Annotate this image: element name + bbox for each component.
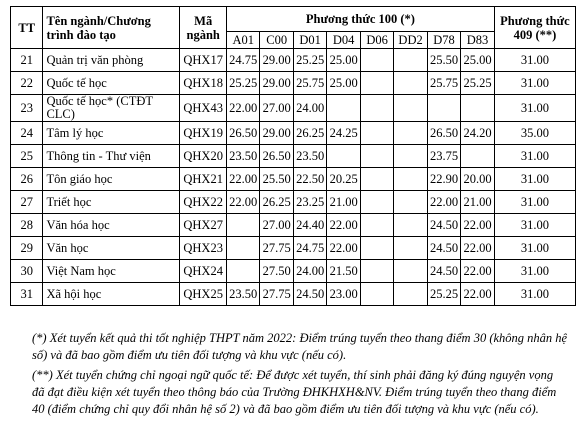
score-d01: 25.75 — [293, 72, 326, 95]
subheader-c00: C00 — [260, 32, 293, 49]
score-c00: 27.75 — [260, 283, 293, 306]
score-d06 — [360, 260, 393, 283]
score-dd2 — [394, 145, 427, 168]
score-d01: 23.50 — [293, 145, 326, 168]
score-d01: 22.50 — [293, 168, 326, 191]
score-d78: 25.25 — [427, 283, 460, 306]
program-code: QHX20 — [180, 145, 227, 168]
row-number: 28 — [11, 214, 43, 237]
score-a01 — [227, 237, 260, 260]
row-number: 24 — [11, 122, 43, 145]
table-row — [11, 145, 576, 168]
table-body — [11, 49, 576, 306]
score-a01: 23.50 — [227, 283, 260, 306]
score-c00: 29.00 — [260, 49, 293, 72]
score-d06 — [360, 49, 393, 72]
program-name: Tâm lý học — [43, 122, 180, 145]
subheader-d06: D06 — [360, 32, 393, 49]
score-c00: 26.25 — [260, 191, 293, 214]
table-row — [11, 260, 576, 283]
score-dd2 — [394, 191, 427, 214]
score-c00: 27.00 — [260, 214, 293, 237]
score-d83: 20.00 — [461, 168, 495, 191]
table-row — [11, 283, 576, 306]
score-a01: 22.00 — [227, 191, 260, 214]
score-a01 — [227, 260, 260, 283]
row-number: 29 — [11, 237, 43, 260]
score-dd2 — [394, 95, 427, 122]
score-method-409: 31.00 — [494, 72, 575, 95]
table-row — [11, 49, 576, 72]
row-number: 31 — [11, 283, 43, 306]
program-name: Văn hóa học — [43, 214, 180, 237]
score-d83: 24.20 — [461, 122, 495, 145]
subheader-a01: A01 — [227, 32, 260, 49]
subheader-d78: D78 — [427, 32, 460, 49]
score-d01: 24.40 — [293, 214, 326, 237]
score-method-409: 31.00 — [494, 191, 575, 214]
score-dd2 — [394, 260, 427, 283]
subheader-d04: D04 — [327, 32, 360, 49]
score-method-409: 31.00 — [494, 214, 575, 237]
score-d06 — [360, 214, 393, 237]
program-code: QHX25 — [180, 283, 227, 306]
program-name: Việt Nam học — [43, 260, 180, 283]
score-d01: 25.25 — [293, 49, 326, 72]
score-dd2 — [394, 72, 427, 95]
score-d83: 25.25 — [461, 72, 495, 95]
footnote-method-100: (*) Xét tuyển kết quả thi tốt nghiệp THPT năm 2022: Điểm trúng tuyển theo thang điểm 30 (không nhân hệ số) và đã bao gồm điểm ưu tiên đối tượng và khu vực (nếu có). — [32, 331, 568, 362]
program-name: Quản trị văn phòng — [43, 49, 180, 72]
score-d83: 22.00 — [461, 283, 495, 306]
score-d78: 25.50 — [427, 49, 460, 72]
score-d04: 21.00 — [327, 191, 360, 214]
program-name: Tôn giáo học — [43, 168, 180, 191]
score-d06 — [360, 191, 393, 214]
header-method-409: Phương thức 409 (**) — [494, 7, 575, 49]
score-d06 — [360, 95, 393, 122]
score-d04: 24.25 — [327, 122, 360, 145]
score-d78: 24.50 — [427, 214, 460, 237]
subheader-dd2: DD2 — [394, 32, 427, 49]
score-d78: 26.50 — [427, 122, 460, 145]
score-d83: 22.00 — [461, 214, 495, 237]
score-d01: 26.25 — [293, 122, 326, 145]
score-d78: 24.50 — [427, 260, 460, 283]
score-d04: 23.00 — [327, 283, 360, 306]
header-method-100: Phương thức 100 (*) — [227, 7, 495, 32]
score-c00: 27.75 — [260, 237, 293, 260]
score-a01: 22.00 — [227, 168, 260, 191]
table-row — [11, 237, 576, 260]
row-number: 22 — [11, 72, 43, 95]
score-method-409: 35.00 — [494, 122, 575, 145]
score-d83: 22.00 — [461, 237, 495, 260]
header-code: Mã ngành — [180, 7, 227, 49]
score-d78: 22.90 — [427, 168, 460, 191]
score-d04: 22.00 — [327, 214, 360, 237]
program-name: Quốc tế học — [43, 72, 180, 95]
program-name: Triết học — [43, 191, 180, 214]
program-name: Thông tin - Thư viện — [43, 145, 180, 168]
score-d06 — [360, 283, 393, 306]
subheader-d01: D01 — [293, 32, 326, 49]
program-code: QHX24 — [180, 260, 227, 283]
score-method-409: 31.00 — [494, 283, 575, 306]
footnotes — [32, 330, 568, 421]
score-d83: 21.00 — [461, 191, 495, 214]
score-dd2 — [394, 168, 427, 191]
row-number: 21 — [11, 49, 43, 72]
table-row — [11, 191, 576, 214]
score-d01: 24.00 — [293, 260, 326, 283]
row-number: 25 — [11, 145, 43, 168]
score-dd2 — [394, 122, 427, 145]
header-tt: TT — [11, 7, 43, 49]
program-name: Văn học — [43, 237, 180, 260]
score-dd2 — [394, 237, 427, 260]
program-code: QHX22 — [180, 191, 227, 214]
score-a01 — [227, 214, 260, 237]
score-d06 — [360, 168, 393, 191]
program-code: QHX18 — [180, 72, 227, 95]
score-c00: 27.50 — [260, 260, 293, 283]
score-a01: 26.50 — [227, 122, 260, 145]
score-d83 — [461, 145, 495, 168]
score-d06 — [360, 122, 393, 145]
score-d83 — [461, 95, 495, 122]
score-dd2 — [394, 214, 427, 237]
score-method-409: 31.00 — [494, 49, 575, 72]
row-number: 23 — [11, 95, 43, 122]
score-d04: 21.50 — [327, 260, 360, 283]
score-c00: 25.50 — [260, 168, 293, 191]
program-code: QHX21 — [180, 168, 227, 191]
row-number: 30 — [11, 260, 43, 283]
score-method-409: 31.00 — [494, 237, 575, 260]
score-c00: 27.00 — [260, 95, 293, 122]
program-code: QHX17 — [180, 49, 227, 72]
score-c00: 29.00 — [260, 72, 293, 95]
score-d04: 22.00 — [327, 237, 360, 260]
table-row — [11, 214, 576, 237]
score-d01: 24.00 — [293, 95, 326, 122]
score-d01: 24.75 — [293, 237, 326, 260]
score-a01: 22.00 — [227, 95, 260, 122]
score-d78: 25.75 — [427, 72, 460, 95]
score-d01: 23.25 — [293, 191, 326, 214]
score-d04: 25.00 — [327, 49, 360, 72]
score-d78: 22.00 — [427, 191, 460, 214]
score-d04 — [327, 145, 360, 168]
score-d06 — [360, 72, 393, 95]
score-c00: 26.50 — [260, 145, 293, 168]
score-a01: 25.25 — [227, 72, 260, 95]
score-method-409: 31.00 — [494, 260, 575, 283]
score-d78: 23.75 — [427, 145, 460, 168]
score-dd2 — [394, 49, 427, 72]
score-dd2 — [394, 283, 427, 306]
program-code: QHX27 — [180, 214, 227, 237]
table-row — [11, 122, 576, 145]
header-name: Tên ngành/Chương trình đào tạo — [43, 7, 180, 49]
row-number: 27 — [11, 191, 43, 214]
score-method-409: 31.00 — [494, 95, 575, 122]
score-d83: 25.00 — [461, 49, 495, 72]
admission-score-table — [10, 6, 576, 306]
score-d01: 24.50 — [293, 283, 326, 306]
header-row — [11, 7, 576, 32]
score-d78 — [427, 95, 460, 122]
program-name: Quốc tế học* (CTĐT CLC) — [43, 95, 180, 122]
table-row — [11, 168, 576, 191]
program-code: QHX19 — [180, 122, 227, 145]
score-d06 — [360, 145, 393, 168]
score-method-409: 31.00 — [494, 145, 575, 168]
program-code: QHX43 — [180, 95, 227, 122]
score-c00: 29.00 — [260, 122, 293, 145]
score-method-409: 31.00 — [494, 168, 575, 191]
program-name: Xã hội học — [43, 283, 180, 306]
score-a01: 24.75 — [227, 49, 260, 72]
score-d04: 20.25 — [327, 168, 360, 191]
table-row — [11, 72, 576, 95]
table-row — [11, 95, 576, 122]
subheader-d83: D83 — [461, 32, 495, 49]
row-number: 26 — [11, 168, 43, 191]
score-d78: 24.50 — [427, 237, 460, 260]
score-d04: 25.00 — [327, 72, 360, 95]
score-d83: 22.00 — [461, 260, 495, 283]
score-d06 — [360, 237, 393, 260]
footnote-method-409: (**) Xét tuyển chứng chỉ ngoại ngữ quốc tế: Để được xét tuyển, thí sinh phải đăng ký đúng nguyện vọng đã đạt điều kiện xét tuyển theo thông báo của Trường ĐHKHXH&NV. Điểm trúng tuyển theo thang điểm 40 (điểm chứng chỉ quy đổi nhân hệ số 2) và đã bao gồm điểm ưu tiên đối tượng và khu vực (nếu có). — [32, 368, 557, 416]
score-d04 — [327, 95, 360, 122]
score-a01: 23.50 — [227, 145, 260, 168]
program-code: QHX23 — [180, 237, 227, 260]
